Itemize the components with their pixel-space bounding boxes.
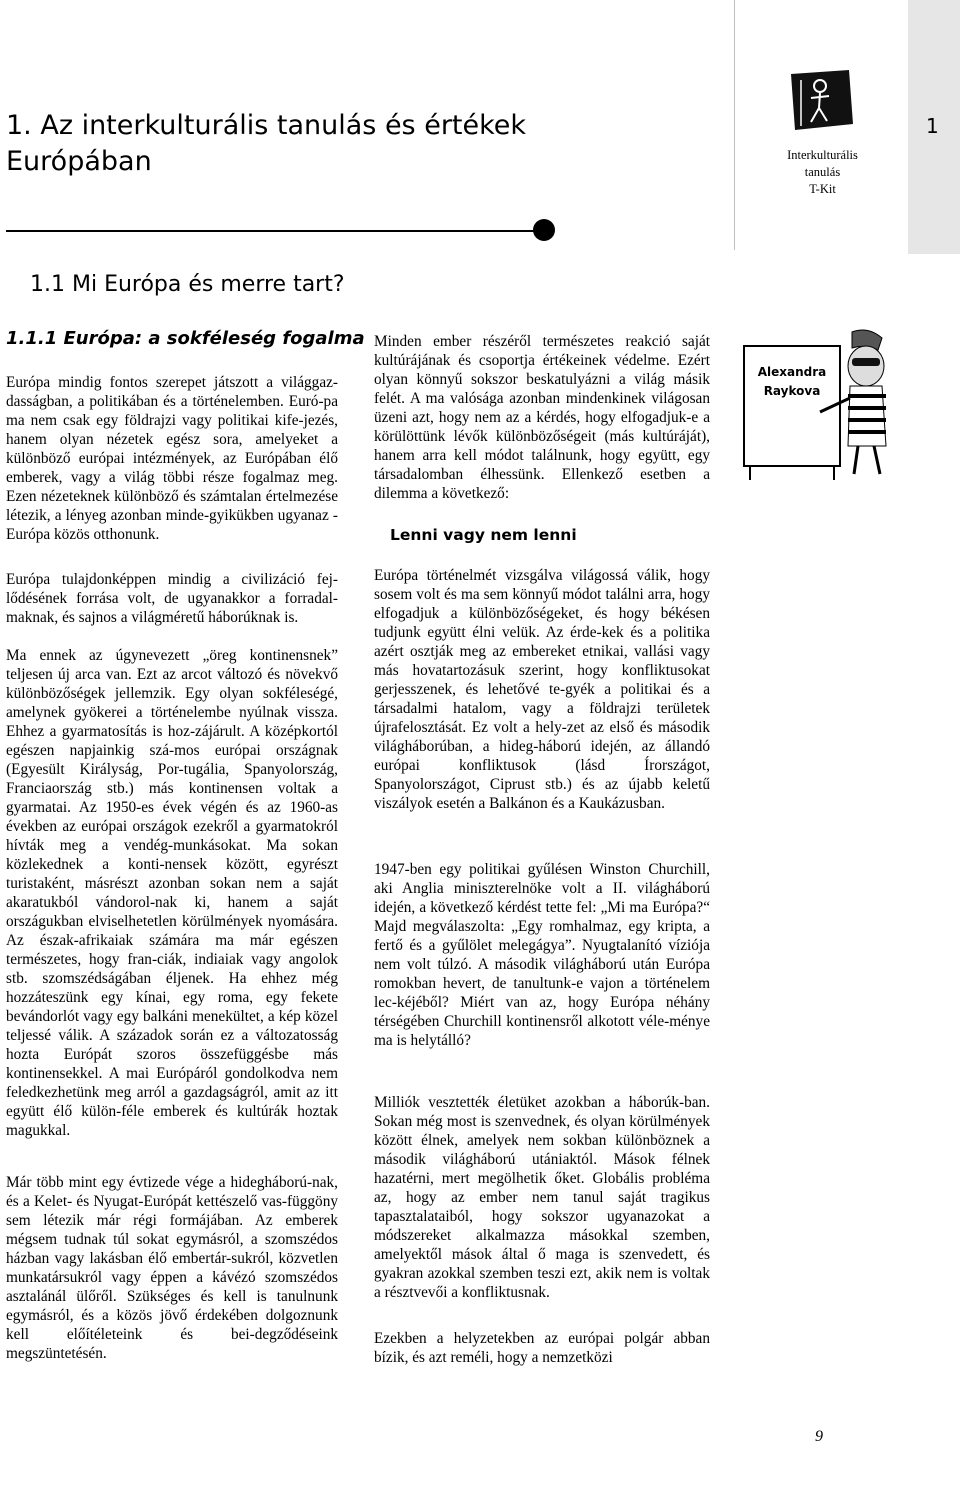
right-paragraph-4 xyxy=(374,1329,710,1367)
logo-caption-line: Interkulturális xyxy=(787,148,858,162)
figure-board-text xyxy=(748,363,836,401)
title-divider-dot xyxy=(533,219,555,241)
right-paragraph-3 xyxy=(374,1093,710,1302)
page-title xyxy=(6,108,646,180)
paragraph-text: Minden ember részéről természetes reakció saját kultúrájának és csoportja értékeinek védelme. Ezért olyan könnyű sokszor beskatulyázni a világ másik felét. A ma valósága azonban mindenkinek világosan üzeni azt, hogy nem az a kérdés, hogy elfogadjuk-e a körülöttünk lévők különbözőségeit (más kultúráját), hanem arra kell módot találnunk, hogy együtt, egy társadalomban élhessünk. Ellenkező esetben a dilemma a következő: xyxy=(374,333,710,502)
title-divider xyxy=(6,230,548,232)
chapter-number: 1 xyxy=(926,114,939,138)
left-paragraph-3 xyxy=(6,646,338,1140)
subsection-title: 1.1.1 Európa: a sokféleség fogalma xyxy=(6,328,365,349)
header-vertical-rule xyxy=(734,0,735,250)
paragraph-text: Milliók vesztették életüket azokban a háborúk-ban. Sokan még most is szenvednek, és olyan körülmények között élnek, amelyek nem sokban különböznek a második világháború utániaktól. Mások félnek hazatérni, mert megölhetik őket. Globális probléma az, hogy az ember nem tanul saját tragikus tapasztalataiból, hogy sokszor ugyanazokat a módszereket alkalmazza másokkal szemben, amelyektől mások által ő maga is szenvedett, és gyakran azokkal szemben teszi ezt, akik nem is voltak a résztvevői a konfliktusnak. xyxy=(374,1094,710,1301)
page-title-line2: Európában xyxy=(6,146,152,177)
right-intro-paragraph xyxy=(374,332,710,503)
paragraph-text: Európa történelmét vizsgálva világossá válik, hogy sosem volt és ma sem könnyű módot találni arra, hogy elfogadjuk a különbözőségeket, és hogy békésen tudjunk együtt élni velük. Az érde-kek és a politika azért osztják meg az embereket etnikai, vallási vagy más hovatartozásuk szerint, hogy konfliktusokat gerjesszenek, és lehetővé te-gyék a politikai és a társadalmi hatalom, vagy a földrajzi területek újrafelosztását. Ez volt a hely-zet az első és második világháborúban, a hideg-háború idején, az állandó európai konfliktusok (lásd Írországot, Spanyolországot, Ciprust stb.) és az újabb keletű viszályok esetén a Balkánon és a Kaukázusban. xyxy=(374,567,710,812)
paragraph-text: Európa tulajdonképpen mindig a civilizáció fej-lődésének forrása volt, de ugyanakkor a forradal-maknak, és sajnos a világméretű háborúknak is. xyxy=(6,571,338,626)
left-paragraph-1 xyxy=(6,373,338,544)
cartoon-presenter-illustration xyxy=(740,326,890,481)
figure-name-last: Raykova xyxy=(763,384,821,398)
quote-heading: Lenni vagy nem lenni xyxy=(390,526,577,544)
page-title-line1: 1. Az interkulturális tanulás és értékek xyxy=(6,110,527,141)
left-paragraph-4 xyxy=(6,1173,338,1363)
left-paragraph-2 xyxy=(6,570,338,627)
section-title: 1.1 Mi Európa és merre tart? xyxy=(30,272,345,297)
figure-name-first: Alexandra xyxy=(757,365,827,379)
paragraph-text: Ma ennek az úgynevezett „öreg kontinensnek” teljesen új arca van. Ezt az arcot változó és növekvő különbözőségek jellemzik. Egy olyan sokféleségé, amelynek gyökerei a történelembe nyúlnak vissza. Ehhez a gyarmatosítás is hoz-zájárult. A középkortól egészen napjainkig szá-mos európai országnak (Egyesült Királyság, Por-tugália, Spanyolország, Franciaország stb.) más kontinensen voltak a gyarmatai. Az 1950-es évek végén és az 1960-as években az európai országok ezekről a gyarmatokról hívták meg a vendég-munkásokat. Ma sokan közlekednek a konti-nensek között, egyrészt turistaként, másrészt azonban sokan nem a saját akaratukból vándorol-nak ki, hanem a saját országukban elviselhetetlen körülmények nyomására. Az észak-afrikaiak számára ma már egészen természetes, hogy fran-ciák, indiaiak vagy angolok stb. szomszédságában éljenek. Ha ehhez még hozzáteszünk egy kínai, egy roma, egy fekete bevándorlót vagy egy balkáni menekültet, a kép közel teljessé válik. A századok során ez a változatosság hozta Európát szoros összefüggésbe más kontinensekkel. A mai Európáról gondolkodva nem feledkezhetünk meg arról a gazdagságról, amit az itt együtt élő külön-féle emberek és kultúrák hoztak magukkal. xyxy=(6,647,338,1139)
paragraph-text: 1947-ben egy politikai gyűlésen Winston Churchill, aki Anglia miniszterelnöke volt a II. világháború idején, a következő kérdést tette fel: „Mi ma Európa?“ Majd megválaszolta: „Egy romhalmaz, egy kripta, a fertő és a gyűlölet melegágya”. Nyugtalanító víziója nem volt túlzó. A második világháború után Európa romokban hevert, de tanultunk-e vajon a történelem lec-kéjéből? Miért van az, hogy Európa néhány térségében Churchill kontinensről alkotott véle-ménye ma is helytálló? xyxy=(374,861,710,1049)
logo-caption-line: tanulás xyxy=(804,165,841,179)
paragraph-text: Európa mindig fontos szerepet játszott a világgaz-dasságban, a politikában és a történelemben. Euró-pa ma nem csak egy földrajzi vagy politikai kife-jezés, hanem olyan nézetek egész sora, amelyeket a különböző európai intézmények, az Európában élő emberek, vagy a világ többi része fogalmaz meg. Ezen nézeteknek különböző és számtalan értelmezése létezik, a lényeg azonban minde-gyikükben ugyanaz - Európa közös otthonunk. xyxy=(6,374,338,543)
paragraph-text: Ezekben a helyzetekben az európai polgár abban bízik, és azt reméli, hogy a nemzetközi xyxy=(374,1330,710,1366)
page-number: 9 xyxy=(815,1428,823,1445)
t-kit-logo-icon xyxy=(787,66,857,136)
paragraph-text: Már több mint egy évtizede vége a hidegháború-nak, és a Kelet- és Nyugat-Európát kettészelő vas-függöny sem létezik már régi formájában. Az emberek mégsem tudnak túl sokat egymásról, a szomszédos házban vagy lakásban élő embertár-sukról, közvetlen munkatársukról vagy éppen a kávézó szomszédos asztalánál ülőről. Szükséges és kell is tanulnunk egymásról, és a közös jövő érdekében dolgoznunk kell előítéleteink és bei-degződéseink megszüntetésén. xyxy=(6,1174,338,1362)
logo-caption xyxy=(770,147,875,198)
right-paragraph-2 xyxy=(374,860,710,1050)
logo-caption-line: T-Kit xyxy=(809,182,836,196)
right-paragraph-1 xyxy=(374,566,710,813)
